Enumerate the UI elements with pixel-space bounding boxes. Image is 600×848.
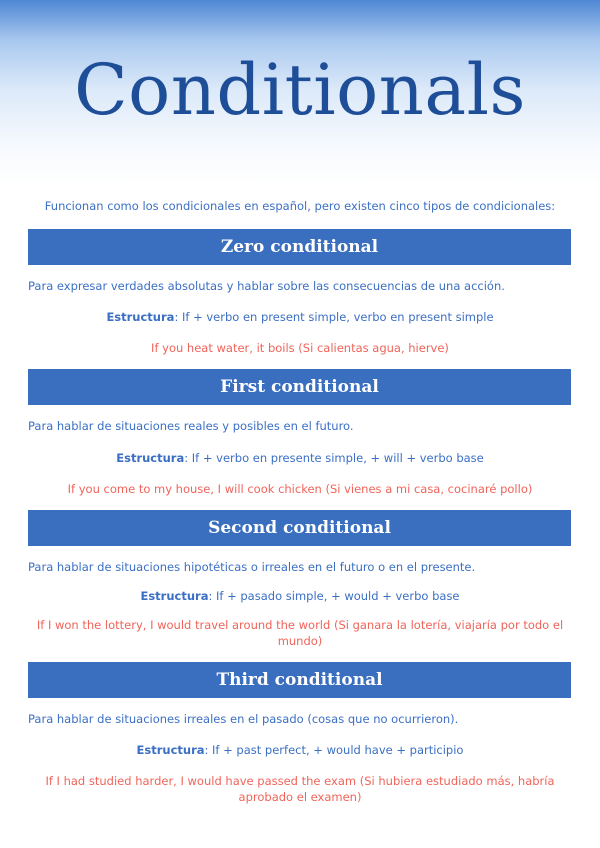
section-heading-zero-conditional: Zero conditional [28,229,571,265]
structure-label: Estructura [106,310,175,324]
section-description: Para hablar de situaciones reales y posibles en el futuro. [28,419,354,433]
structure-label: Estructura [140,589,209,603]
example-sentence: If I had studied harder, I would have passed the exam (Si hubiera estudiado más, habría aprobado el examen) [45,774,555,804]
section-heading-first-conditional: First conditional [28,369,571,405]
section-description: Para hablar de situaciones irreales en el pasado (cosas que no ocurrieron). [28,712,459,726]
structure-line [0,450,600,466]
structure-line [0,742,600,758]
example-sentence: If you heat water, it boils (Si calientas agua, hierve) [151,341,449,355]
section-heading-second-conditional: Second conditional [28,510,571,546]
structure-line [0,309,600,325]
example-sentence: If you come to my house, I will cook chicken (Si vienes a mi casa, cocinaré pollo) [67,482,533,496]
structure-formula: : If + verbo en presente simple, + will + verbo base [184,451,484,465]
structure-label: Estructura [116,451,185,465]
structure-formula: : If + verbo en present simple, verbo en present simple [174,310,494,324]
page-title: Conditionals [74,49,526,131]
section-heading-third-conditional: Third conditional [28,662,571,698]
structure-formula: : If + pasado simple, + would + verbo base [208,589,460,603]
section-description: Para expresar verdades absolutas y hablar sobre las consecuencias de una acción. [28,279,505,293]
structure-formula: : If + past perfect, + would have + participio [204,743,464,757]
intro-text: Funcionan como los condicionales en español, pero existen cinco tipos de condicionales: [44,199,556,213]
example-sentence: If I won the lottery, I would travel around the world (Si ganara la lotería, viajaría por todo el mundo) [36,618,564,648]
structure-label: Estructura [136,743,205,757]
section-description: Para hablar de situaciones hipotéticas o irreales en el futuro o en el presente. [28,560,476,574]
structure-line [0,588,600,604]
